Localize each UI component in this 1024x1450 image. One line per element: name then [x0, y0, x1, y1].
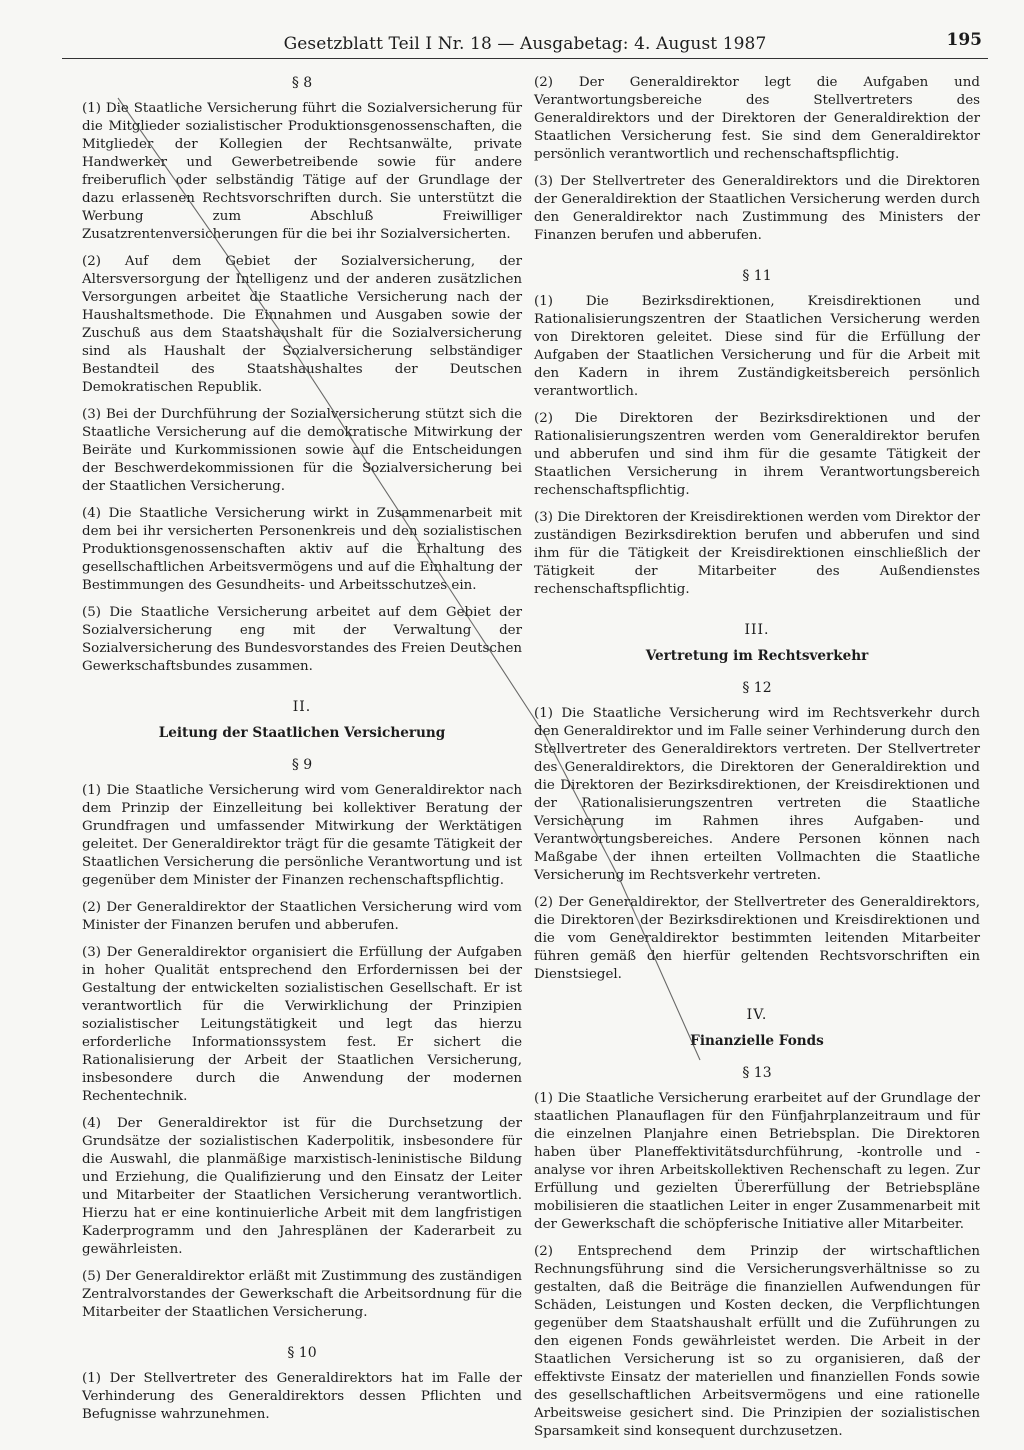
part-4-number: IV.	[746, 1007, 768, 1023]
sec10-paragraph-2: (2) Der Generaldirektor legt die Aufgaben und Verantwortungsbereiche des Stellvertreters des Generaldirektors und der Direktoren der Generaldirektion der Staatlichen Versicherung fest. Sie sind dem Generaldirektor persönlich verantwortlich und rechenschaftspflichtig.	[534, 75, 980, 162]
left-column	[82, 74, 522, 1433]
right-column	[534, 74, 980, 1450]
sec12-paragraph-1: (1) Die Staatliche Versicherung wird im Rechtsverkehr durch den Generaldirektor und im Falle seiner Verhinderung durch den Stellvertreter des Generaldirektors vertreten. Der Stellvertreter des Generaldirektors, die Direktoren der Generaldirektion und die Direktoren der Bezirksdirektionen, der Kreisdirektionen und der Rationalisierungszentren vertreten die Staatliche Versicherung im Rahmen ihres Aufgaben- und Verantwortungsbereiches. Andere Personen können nach Maßgabe der ihnen erteilten Vollmachten die Staatliche Versicherung im Rechtsverkehr vertreten.	[534, 706, 980, 883]
part-3-title: Vertretung im Rechtsverkehr	[645, 648, 869, 664]
part-4-title: Finanzielle Fonds	[690, 1033, 824, 1049]
section-heading-10: § 10	[287, 1345, 317, 1361]
part-2-title: Leitung der Staatlichen Versicherung	[158, 725, 446, 741]
sec11-paragraph-3: (3) Die Direktoren der Kreisdirektionen werden vom Direktor der zuständigen Bezirksdirektion berufen und abberufen und sind ihm für die Tätigkeit der Kreisdirektionen einschließlich der Tätigkeit der Mitarbeiter des Außendienstes rechenschaftspflichtig.	[534, 510, 980, 597]
sec11-paragraph-1: (1) Die Bezirksdirektionen, Kreisdirektionen und Rationalisierungszentren der Staatlichen Versicherung werden von Direktoren geleitet. Diese sind für die Erfüllung der Aufgaben der Staatlichen Versicherung und für die Arbeit mit den Kadern in ihrem Zuständigkeitsbereich persönlich verantwortlich.	[534, 294, 980, 399]
sec9-paragraph-2: (2) Der Generaldirektor der Staatlichen Versicherung wird vom Minister der Finanzen berufen und abberufen.	[82, 900, 522, 933]
sec8-paragraph-5: (5) Die Staatliche Versicherung arbeitet auf dem Gebiet der Sozialversicherung eng mit der Verwaltung der Sozialversicherung des Bundesvorstandes des Freien Deutschen Gewerkschaftsbundes zusammen.	[82, 605, 522, 674]
sec8-paragraph-1: (1) Die Staatliche Versicherung führt die Sozialversicherung für die Mitglieder sozialistischer Produktionsgenossenschaften, die Mitglieder der Kollegien der Rechtsanwälte, private Handwerker und Gewerbetreibende sowie für andere freiberuflich oder selbständig Tätige auf der Grundlage der dazu erlassenen Rechtsvorschriften durch. Sie unterstützt die Werbung zum Abschluß Freiwilliger Zusatzrentenversicherungen für die bei ihr Sozialversicherten.	[82, 101, 522, 242]
section-heading-11: § 11	[742, 268, 772, 284]
page-header	[62, 28, 988, 59]
section-heading-13: § 13	[742, 1065, 772, 1081]
sec9-paragraph-4: (4) Der Generaldirektor ist für die Durchsetzung der Grundsätze der sozialistischen Kaderpolitik, insbesondere für die Auswahl, die planmäßige marxistisch-leninistische Bildung und Erziehung, die Qualifizierung und den Einsatz der Leiter und Mitarbeiter der Staatlichen Versicherung verantwortlich. Hierzu hat er eine kontinuierliche Arbeit mit dem langfristigen Kaderprogramm und den Jahresplänen der Kaderarbeit zu gewährleisten.	[82, 1116, 522, 1257]
sec9-paragraph-1: (1) Die Staatliche Versicherung wird vom Generaldirektor nach dem Prinzip der Einzelleitung bei kollektiver Beratung der Grundfragen und umfassender Mitwirkung der Werktätigen geleitet. Der Generaldirektor trägt für die gesamte Tätigkeit der Staatlichen Versicherung die persönliche Verantwortung und ist gegenüber dem Minister der Finanzen rechenschaftspflichtig.	[82, 783, 522, 888]
sec12-paragraph-2: (2) Der Generaldirektor, der Stellvertreter des Generaldirektors, die Direktoren der Bezirksdirektionen und Kreisdirektionen und die vom Generaldirektor bestimmten leitenden Mitarbeiter führen gemäß den hierfür geltenden Rechtsvorschriften ein Dienstsiegel.	[534, 895, 980, 982]
section-heading-12: § 12	[742, 680, 772, 696]
sec9-paragraph-5: (5) Der Generaldirektor erläßt mit Zustimmung des zuständigen Zentralvorstandes der Gewerkschaft die Arbeitsordnung für die Mitarbeiter der Staatlichen Versicherung.	[82, 1269, 522, 1320]
part-2-number: II.	[292, 699, 312, 715]
sec10-paragraph-1: (1) Der Stellvertreter des Generaldirektors hat im Falle der Verhinderung des Generaldirektors dessen Pflichten und Befugnisse wahrzunehmen.	[82, 1371, 522, 1422]
sec8-paragraph-4: (4) Die Staatliche Versicherung wirkt in Zusammenarbeit mit dem bei ihr versicherten Personenkreis und den sozialistischen Produktionsgenossenschaften aktiv auf die Erhaltung des gesellschaftlichen Arbeitsvermögens und auf die Einhaltung der Bestimmungen des Gesundheits- und Arbeitsschutzes ein.	[82, 506, 522, 593]
section-heading-8: § 8	[291, 75, 313, 91]
sec13-paragraph-2: (2) Entsprechend dem Prinzip der wirtschaftlichen Rechnungsführung sind die Versicherungsverhältnisse so zu gestalten, daß die Beiträge die finanziellen Aufwendungen für Schäden, Leistungen und Kosten decken, die Verpflichtungen gegenüber dem Staatshaushalt erfüllt und die Zuführungen zu den eigenen Fonds gewährleistet werden. Die Arbeit in der Staatlichen Versicherung ist so zu organisieren, daß der effektivste Einsatz der materiellen und finanziellen Fonds sowie des gesellschaftlichen Arbeitsvermögens und eine rationelle Arbeitsweise gesichert sind. Die Prinzipien der sozialistischen Sparsamkeit sind konsequent durchzusetzen.	[534, 1244, 980, 1439]
sec9-paragraph-3: (3) Der Generaldirektor organisiert die Erfüllung der Aufgaben in hoher Qualität entsprechend den Erfordernissen bei der Gestaltung der entwickelten sozialistischen Gesellschaft. Er ist verantwortlich für die Verwirklichung der Prinzipien sozialistischer Leitungstätigkeit und legt das hierzu erforderliche Informationssystem fest. Er sichert die Rationalisierung der Arbeit der Staatlichen Versicherung, insbesondere durch die Anwendung der modernen Rechentechnik.	[82, 945, 522, 1104]
sec8-paragraph-3: (3) Bei der Durchführung der Sozialversicherung stützt sich die Staatliche Versicherung auf die demokratische Mitwirkung der Beiräte und Kurkommissionen sowie auf die Entscheidungen der Beschwerdekommissionen für die Sozialversicherung bei der Staatlichen Versicherung.	[82, 407, 522, 494]
part-3-number: III.	[744, 622, 770, 638]
sec8-paragraph-2: (2) Auf dem Gebiet der Sozialversicherung, der Altersversorgung der Intelligenz und der anderen zusätzlichen Versorgungen arbeitet die Staatliche Versicherung nach der Haushaltsmethode. Die Einnahmen und Ausgaben sowie der Zuschuß aus dem Staatshaushalt für die Sozialversicherung sind als Haushalt der Sozialversicherung selbständiger Bestandteil des Staatshaushaltes der Deutschen Demokratischen Republik.	[82, 254, 522, 395]
sec10-paragraph-3: (3) Der Stellvertreter des Generaldirektors und die Direktoren der Generaldirektion der Staatlichen Versicherung werden durch den Generaldirektor nach Zustimmung des Ministers der Finanzen berufen und abberufen.	[534, 174, 980, 243]
header-title: Gesetzblatt Teil I Nr. 18 — Ausgabetag: 4. August 1987	[283, 34, 767, 54]
page-number: 195	[946, 30, 982, 50]
section-heading-9: § 9	[291, 757, 313, 773]
sec11-paragraph-2: (2) Die Direktoren der Bezirksdirektionen und der Rationalisierungszentren werden vom Generaldirektor berufen und abberufen und sind ihm für die gesamte Tätigkeit der Staatlichen Versicherung in ihrem Verantwortungsbereich rechenschaftspflichtig.	[534, 411, 980, 498]
sec13-paragraph-1: (1) Die Staatliche Versicherung erarbeitet auf der Grundlage der staatlichen Planauflagen für den Fünfjahrplanzeitraum und für die einzelnen Planjahre einen Betriebsplan. Die Direktoren haben über Planeffektivitätsdurchführung, -kontrolle und -analyse vor ihren Arbeitskollektiven Rechenschaft zu legen. Zur Erfüllung und gezielten Übererfüllung der Betriebspläne mobilisieren die staatlichen Leiter in enger Zusammenarbeit mit der Gewerkschaft die schöpferische Initiative aller Mitarbeiter.	[534, 1091, 980, 1232]
